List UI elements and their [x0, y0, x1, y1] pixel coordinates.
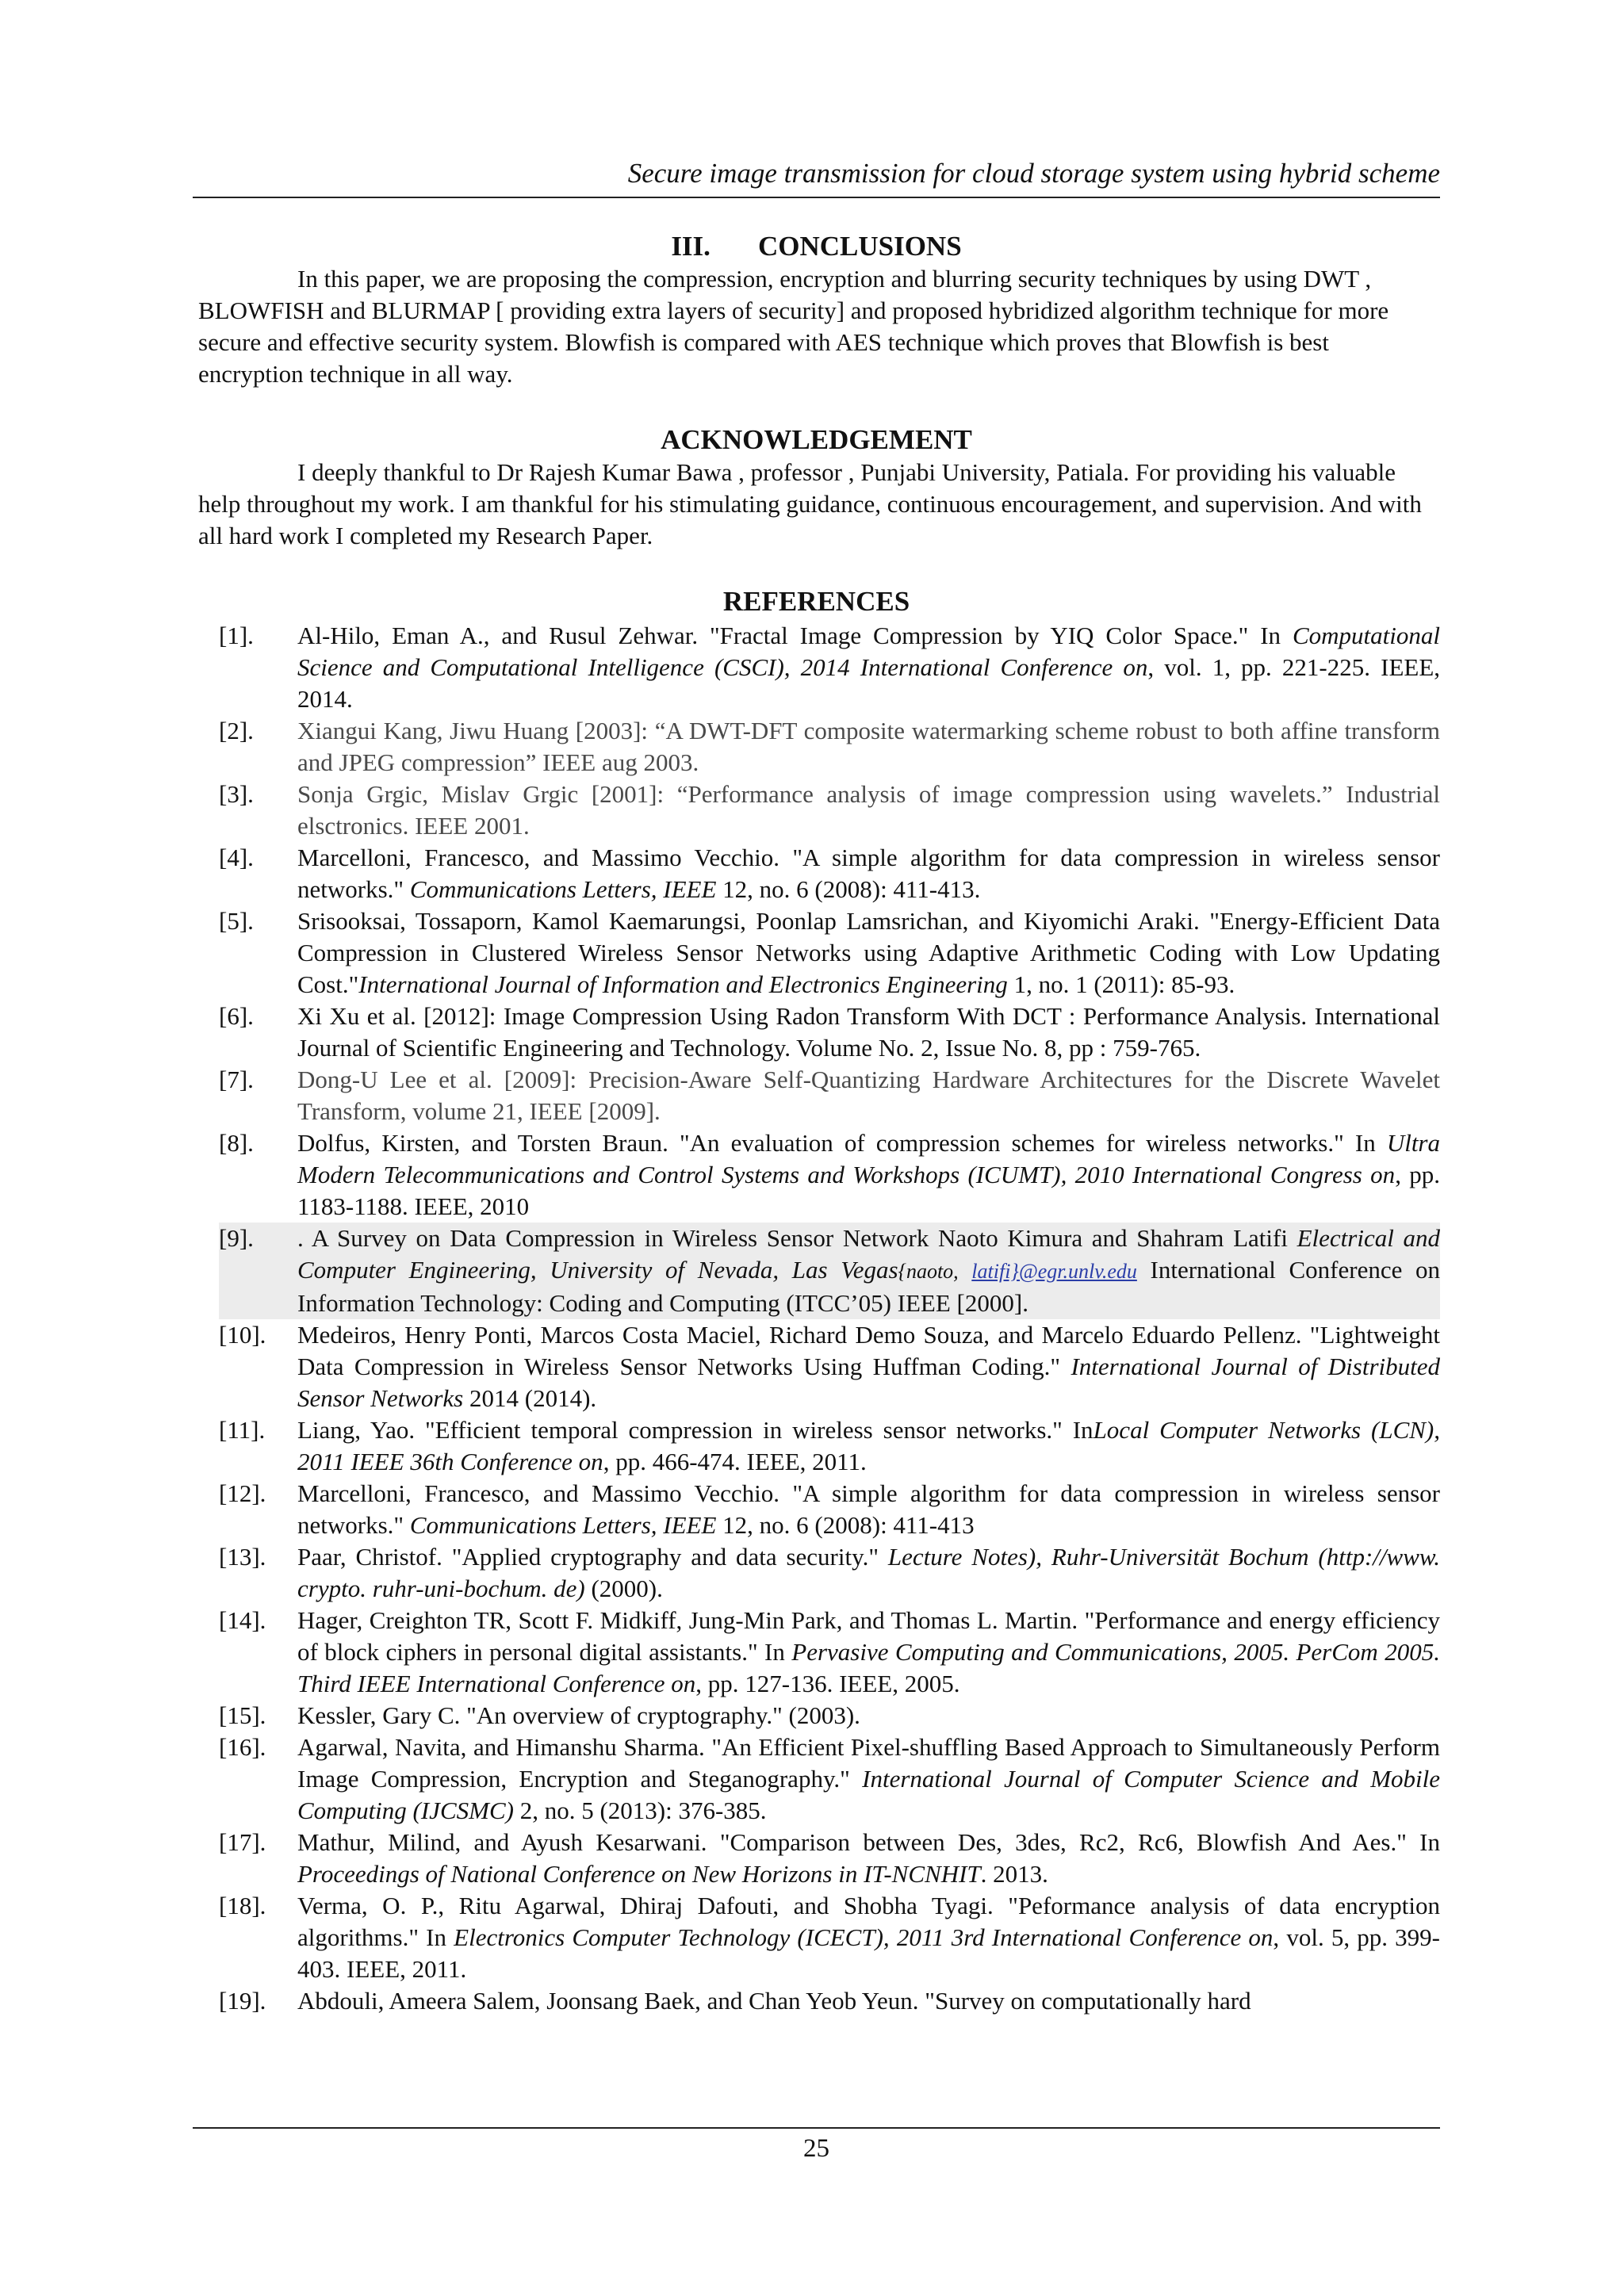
reference-8 [219, 1127, 1440, 1223]
reference-10 [219, 1319, 1440, 1414]
reference-number: [9]. [219, 1224, 254, 1252]
reference-number: [15]. [219, 1701, 266, 1729]
reference-text: Sonja Grgic, Mislav Grgic [2001]: “Performance analysis of image compression using wavelets.” Industrial elsctronics. IEEE 2001. [297, 780, 1440, 840]
reference-text: Kessler, Gary C. "An overview of cryptography." (2003). [297, 1701, 860, 1729]
reference-text: Hager, Creighton TR, Scott F. Midkiff, Jung-Min Park, and Thomas L. Martin. "Performance and energy efficiency of block ciphers in personal digital assistants." In Pervasive Computing and Communications, 2005. PerCom 2005. Third IEEE International Conference on, pp. 127-136. IEEE, 2005. [297, 1606, 1440, 1697]
reference-4 [219, 842, 1440, 905]
footer-rule [193, 2127, 1440, 2129]
reference-number: [13]. [219, 1543, 266, 1571]
section-title: CONCLUSIONS [757, 231, 962, 262]
reference-11 [219, 1414, 1440, 1478]
reference-text: Verma, O. P., Ritu Agarwal, Dhiraj Dafouti, and Shobha Tyagi. "Peformance analysis of data encryption algorithms." In Electronics Computer Technology (ICECT), 2011 3rd International Conference on, vol. 5, pp. 399-403. IEEE, 2011. [297, 1892, 1440, 1983]
conclusions-paragraph: In this paper, we are proposing the compression, encryption and blurring security techniques by using DWT , BLOWFISH and BLURMAP [ providing extra layers of security] and proposed hybridized algorithm technique for more secure and effective security system. Blowfish is compared with AES technique which proves that Blowfish is best encryption technique in all way. [198, 265, 1389, 388]
reference-6 [219, 1001, 1440, 1064]
reference-number: [6]. [219, 1002, 254, 1030]
running-header: Secure image transmission for cloud storage system using hybrid scheme [193, 155, 1440, 198]
reference-text: Paar, Christof. "Applied cryptography and data security." Lecture Notes), Ruhr-Universität Bochum (http://www. crypto. ruhr-uni-bochum. de) (2000). [297, 1543, 1441, 1602]
reference-number: [17]. [219, 1828, 266, 1856]
acknowledgement-heading: ACKNOWLEDGEMENT [661, 424, 972, 455]
reference-7 [219, 1064, 1440, 1127]
reference-text: . A Survey on Data Compression in Wireless Sensor Network Naoto Kimura and Shahram Latifi Electrical and Computer Engineering, University of Nevada, Las Vegas{naoto, latifi}@egr.unlv.edu International Conference on Information Technology: Coding and Computing (ITCC’05) IEEE [2000]. [297, 1224, 1441, 1317]
reference-text: Xiangui Kang, Jiwu Huang [2003]: “A DWT-DFT composite watermarking scheme robust to both affine transform and JPEG compression” IEEE aug 2003. [297, 717, 1440, 776]
reference-number: [7]. [219, 1066, 254, 1093]
reference-text: Srisooksai, Tossaporn, Kamol Kaemarungsi, Poonlap Lamsrichan, and Kiyomichi Araki. "Energy-Efficient Data Compression in Clustered Wireless Sensor Networks using Adaptive Arithmetic Coding with Low Updating Cost."International Journal of Information and Electronics Engineering 1, no. 1 (2011): 85-93. [297, 907, 1440, 998]
reference-number: [14]. [219, 1606, 266, 1634]
reference-2 [219, 715, 1440, 779]
reference-number: [12]. [219, 1479, 266, 1507]
reference-number: [19]. [219, 1987, 266, 2015]
reference-18 [219, 1890, 1440, 1985]
reference-12 [219, 1478, 1440, 1541]
reference-text: Dong-U Lee et al. [2009]: Precision-Aware Self-Quantizing Hardware Architectures for the Discrete Wavelet Transform, volume 21, IEEE [2009]. [297, 1066, 1440, 1125]
reference-5 [219, 905, 1440, 1001]
reference-16 [219, 1732, 1440, 1827]
reference-text: Marcelloni, Francesco, and Massimo Vecchio. "A simple algorithm for data compression in wireless sensor networks." Communications Letters, IEEE 12, no. 6 (2008): 411-413. [297, 844, 1440, 903]
reference-text: Medeiros, Henry Ponti, Marcos Costa Maciel, Richard Demo Souza, and Marcelo Eduardo Pellenz. "Lightweight Data Compression in Wireless Sensor Networks Using Huffman Coding." International Journal of Distributed Sensor Networks 2014 (2014). [297, 1321, 1441, 1412]
reference-text: Xi Xu et al. [2012]: Image Compression Using Radon Transform With DCT : Performance Analysis. International Journal of Scientific Engineering and Technology. Volume No. 2, Issue No. 8, pp : 759-765. [297, 1002, 1440, 1062]
reference-number: [1]. [219, 622, 254, 649]
reference-number: [16]. [219, 1733, 266, 1761]
reference-13 [219, 1541, 1440, 1605]
section-number: III. [671, 231, 710, 262]
reference-text: Mathur, Milind, and Ayush Kesarwani. "Comparison between Des, 3des, Rc2, Rc6, Blowfish And Aes." In Proceedings of National Conference on New Horizons in IT-NCNHIT. 2013. [297, 1828, 1440, 1888]
page-number: 25 [803, 2134, 829, 2163]
reference-15 [219, 1700, 1440, 1732]
reference-9 [219, 1223, 1440, 1319]
reference-text: Al-Hilo, Eman A., and Rusul Zehwar. "Fractal Image Compression by YIQ Color Space." In Computational Science and Computational Intelligence (CSCI), 2014 International Conference on, vol. 1, pp. 221-225. IEEE, 2014. [297, 622, 1441, 713]
reference-19 [219, 1985, 1440, 2017]
references-heading: REFERENCES [722, 586, 910, 617]
reference-17 [219, 1827, 1440, 1890]
reference-14 [219, 1605, 1440, 1700]
reference-number: [2]. [219, 717, 254, 744]
conclusions-heading [193, 230, 1440, 263]
reference-list [219, 620, 1440, 2017]
author-email-link[interactable]: latifi}@egr.unlv.edu [971, 1260, 1137, 1283]
reference-number: [5]. [219, 907, 254, 935]
reference-text: Agarwal, Navita, and Himanshu Sharma. "An Efficient Pixel-shuffling Based Approach to Simultaneously Perform Image Compression, Encryption and Steganography." International Journal of Computer Science and Mobile Computing (IJCSMC) 2, no. 5 (2013): 376-385. [297, 1733, 1441, 1824]
reference-text: Marcelloni, Francesco, and Massimo Vecchio. "A simple algorithm for data compression in wireless sensor networks." Communications Letters, IEEE 12, no. 6 (2008): 411-413 [297, 1479, 1440, 1539]
reference-number: [10]. [219, 1321, 266, 1349]
acknowledgement-paragraph: I deeply thankful to Dr Rajesh Kumar Bawa , professor , Punjabi University, Patiala. For providing his valuable help throughout my work. I am thankful for his stimulating guidance, continuous encouragement, and supervision. And with all hard work I completed my Research Paper. [198, 458, 1422, 549]
reference-text: Abdouli, Ameera Salem, Joonsang Baek, and Chan Yeob Yeun. "Survey on computationally hard [297, 1987, 1251, 2015]
reference-1 [219, 620, 1440, 715]
reference-number: [11]. [219, 1416, 266, 1444]
reference-text: Dolfus, Kirsten, and Torsten Braun. "An evaluation of compression schemes for wireless networks." In Ultra Modern Telecommunications and Control Systems and Workshops (ICUMT), 2010 International Congress on, pp. 1183-1188. IEEE, 2010 [297, 1129, 1441, 1220]
reference-number: [3]. [219, 780, 254, 808]
reference-text: Liang, Yao. "Efficient temporal compression in wireless sensor networks." InLocal Computer Networks (LCN), 2011 IEEE 36th Conference on, pp. 466-474. IEEE, 2011. [297, 1416, 1441, 1475]
reference-number: [18]. [219, 1892, 266, 1919]
reference-number: [8]. [219, 1129, 254, 1157]
reference-number: [4]. [219, 844, 254, 871]
reference-3 [219, 779, 1440, 842]
